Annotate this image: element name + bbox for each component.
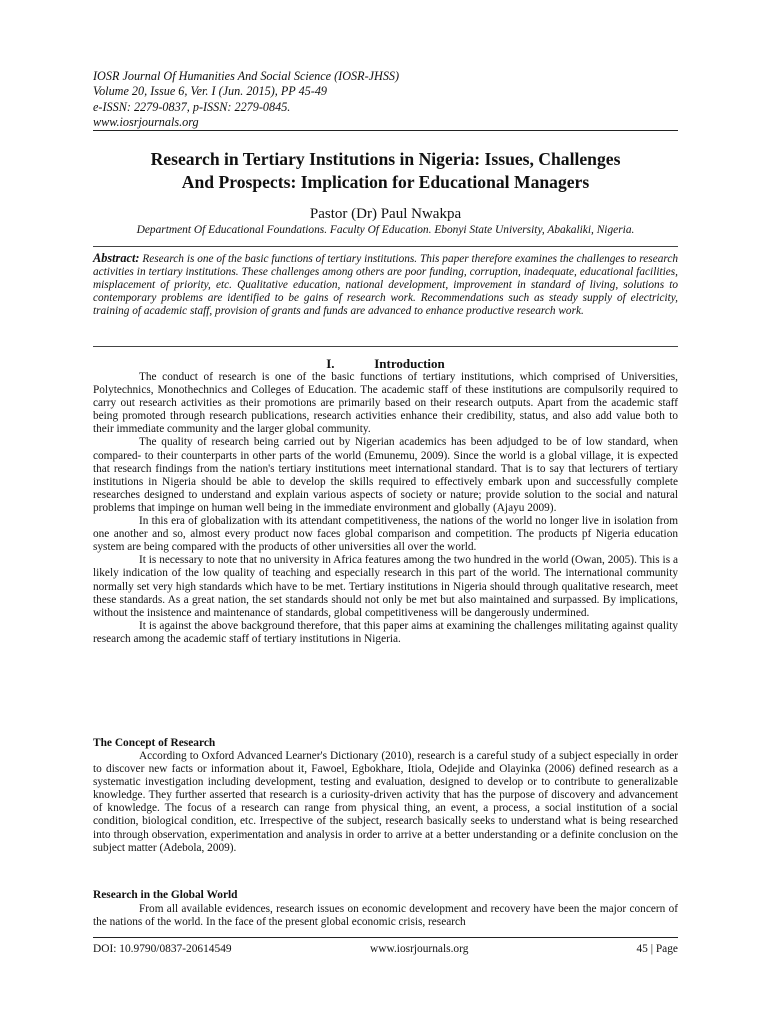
author-name: Pastor (Dr) Paul Nwakpa bbox=[309, 206, 462, 222]
paper-title bbox=[93, 148, 678, 194]
abstract-text: Research is one of the basic functions of tertiary institutions. This paper therefore examines the challenges to research activities in tertiary institutions. These challenges among others are poor funding, corruption, inadequate, educational facilities, misplacement of priority, etc. Qualitative education, national development, improvement in standard of living, solutions to contemporary problems are identified to be gains of research work. Recommendations such as steady supply of electricity, training of academic staff, provision of grants and funds are advanced to enhance productive research work. bbox=[93, 253, 679, 318]
intro-paragraph-2: The quality of research being carried out by Nigerian academics has been adjudged to be of low standard, when compared- to their counterparts in other parts of the world (Emunemu, 2009). Since the world is a global village, it is expected that research findings from the nation's tertiary institutions meet international standard. That is to say that lecturers of tertiary institutions in Nigeria should be able to develop the skills required to effectively embark upon and successfully complete researches designed to understand and explain various aspects of society or nature; provide solution to the social and natural problems that impinge on human well being in the immediate environment and globally (Ajayu 2009). bbox=[93, 436, 678, 514]
journal-website: www.iosrjournals.org bbox=[93, 114, 199, 129]
introduction-body bbox=[93, 371, 678, 646]
journal-issn: e-ISSN: 2279-0837, p-ISSN: 2279-0845. bbox=[93, 99, 291, 114]
footer-page-number: 45 | Page bbox=[636, 943, 678, 955]
intro-paragraph-5: It is against the above background therefore, that this paper aims at examining the challenges militating against quality research among the academic staff of tertiary institutions in Nigeria. bbox=[93, 619, 678, 645]
concept-paragraph: According to Oxford Advanced Learner's Dictionary (2010), research is a careful study of a subject especially in order to discover new facts or information about it, Fawoel, Egbokhare, Itiola, Odejide and Olayinka (2006) defined research as a systematic investigation including development, testing and evaluation, designed to develop or to contribute to generalizable knowledge. They further asserted that research is a curiosity-driven activity that has the purpose of discovery and advancement of knowledge. The focus of a research can range from physical thing, an event, a process, a social institution of a social condition, biological condition, etc. Irrespective of the subject, research basically seeks to understand what is being researched into through observation, experimentation and analysis in order to arrive at a better understanding or a definite conclusion on the subject matter (Adebola, 2009). bbox=[93, 750, 678, 854]
section-number: I. bbox=[326, 356, 335, 371]
footer-rule bbox=[93, 937, 678, 938]
title-line-1: Research in Tertiary Institutions in Nigeria: Issues, Challenges bbox=[150, 149, 621, 169]
author-affiliation: Department Of Educational Foundations. Faculty Of Education. Ebonyi State University, Abakaliki, Nigeria. bbox=[136, 224, 635, 236]
journal-volume: Volume 20, Issue 6, Ver. I (Jun. 2015), PP 45-49 bbox=[93, 84, 328, 99]
journal-name: IOSR Journal Of Humanities And Social Science (IOSR-JHSS) bbox=[93, 69, 400, 83]
section-title: Introduction bbox=[374, 356, 445, 371]
intro-paragraph-4: It is necessary to note that no university in Africa features among the two hundred in the world (Owan, 2005). This is a likely indication of the low quality of teaching and especially research in this part of the world. The international community normally set very high standards which have to be met. Tertiary institutions in Nigeria should through qualitative research, meet these standards. As a great nation, the set standards should not only be met but also maintained and surpassed. By implications, without the insistence and maintenance of standards, global competitiveness will be dangerously undermined. bbox=[93, 554, 678, 619]
journal-header bbox=[93, 69, 683, 130]
intro-paragraph-1: The conduct of research is one of the basic functions of tertiary institutions, which comprised of Universities, Polytechnics, Monothechnics and Colleges of Education. The academic staff of these institutions are compulsorily required to carry out research activities as their promotions are primarily based on their research outputs. Apart from the academic staff being promoted through research publications, research activities enhance their credibility, status, and also add value both to their immediate community and the larger global community. bbox=[93, 371, 678, 436]
footer-website: www.iosrjournals.org bbox=[370, 943, 469, 955]
abstract bbox=[93, 252, 678, 318]
section-heading-introduction bbox=[93, 356, 678, 371]
subheading-research-global-world: Research in the Global World bbox=[93, 889, 238, 901]
footer-doi: DOI: 10.9790/0837-20614549 bbox=[93, 943, 232, 955]
abstract-label: Abstract: bbox=[93, 251, 140, 265]
global-paragraph: From all available evidences, research issues on economic development and recovery have been the major concern of the nations of the world. In the face of the present global economic crisis, research bbox=[93, 903, 678, 929]
header-rule bbox=[93, 130, 678, 131]
concept-body bbox=[93, 750, 678, 855]
global-body bbox=[93, 903, 678, 929]
subheading-concept-of-research: The Concept of Research bbox=[93, 737, 216, 749]
page-footer bbox=[93, 942, 678, 958]
abstract-rule-bottom bbox=[93, 346, 678, 347]
title-line-2: And Prospects: Implication for Educational Managers bbox=[181, 172, 590, 192]
intro-paragraph-3: In this era of globalization with its attendant competitiveness, the nations of the world no longer live in isolation from one another and so, almost every product now faces global comparison and competition. The products pf Nigeria education system are being compared with the products of other universities all over the world. bbox=[93, 515, 678, 554]
abstract-rule-top bbox=[93, 246, 678, 247]
